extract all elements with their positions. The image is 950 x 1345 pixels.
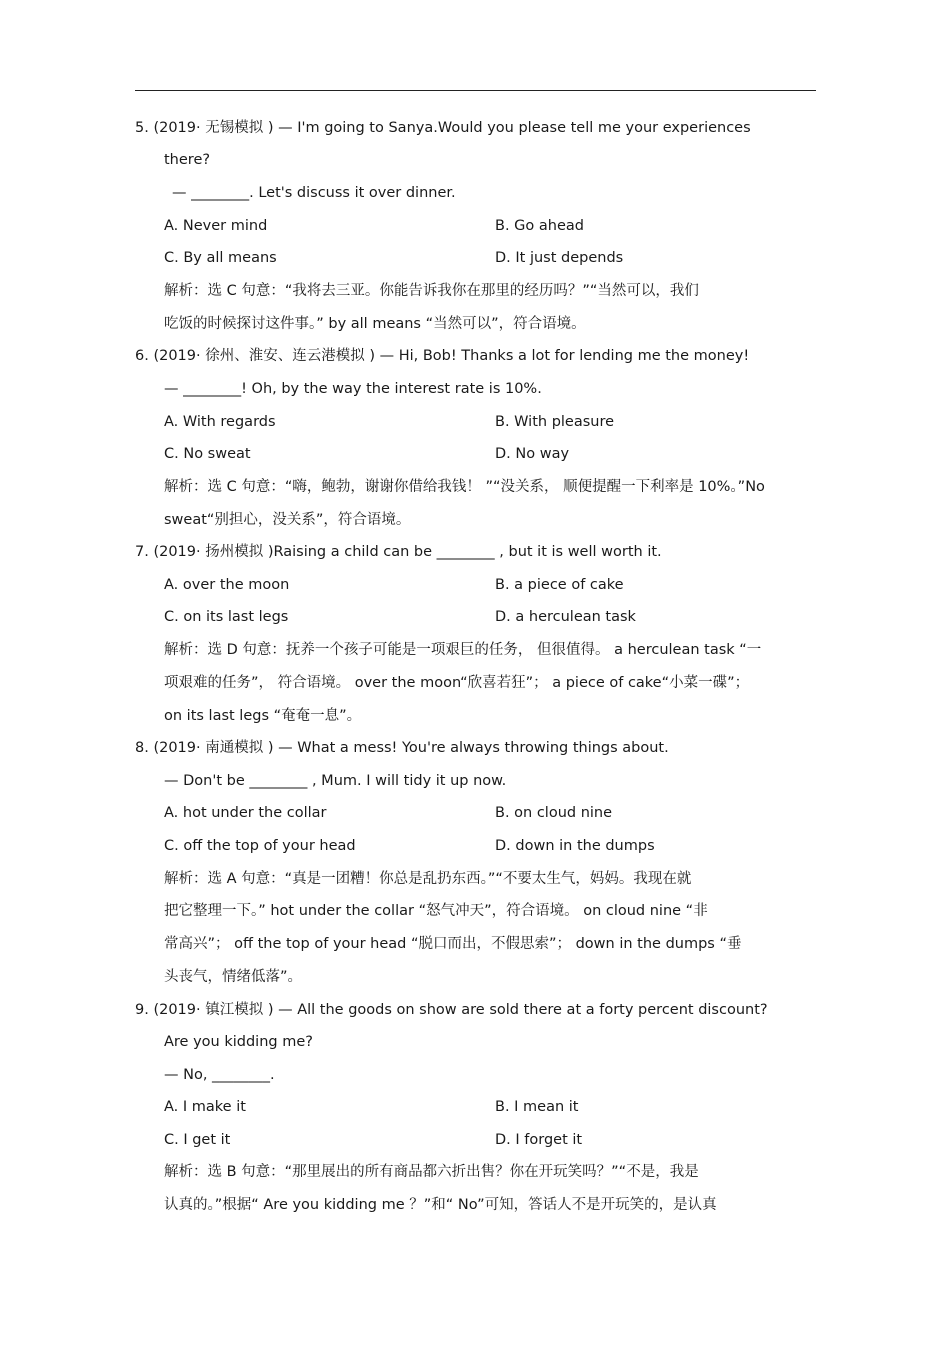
q8-option-c: C. off the top of your head (164, 838, 356, 854)
q9-explanation: 解析：选 B 句意：“那里展出的所有商品都六折出售？你在开玩笑吗？”“不是，我是 (164, 1164, 699, 1180)
q8-reply: — Don't be ________ , Mum. I will tidy it up now. (164, 773, 507, 789)
q5-option-c: C. By all means (164, 250, 277, 266)
q9-option-c: C. I get it (164, 1132, 231, 1148)
q7-explanation-cont2: on its last legs “奄奄一息”。 (164, 708, 362, 724)
q7-stem: 7. (2019· 扬州模拟 )Raising a child can be ________ , but it is well worth it. (135, 544, 662, 560)
q8-explanation-cont3: 头丧气，情绪低落”。 (164, 969, 303, 985)
q9-explanation-cont: 认真的。”根据“ Are you kidding me ？”和“ No”可知，答话人不是开玩笑的，是认真 (164, 1197, 717, 1213)
q9-option-b: B. I mean it (495, 1099, 579, 1115)
q5-explanation-cont: 吃饭的时候探讨这件事。” by all means “当然可以”，符合语境。 (164, 316, 586, 332)
q9-stem-cont: Are you kidding me? (164, 1034, 313, 1050)
q8-stem: 8. (2019· 南通模拟 ) — What a mess! You're always throwing things about. (135, 740, 669, 756)
q9-stem: 9. (2019· 镇江模拟 ) — All the goods on show are sold there at a forty percent discount? (135, 1002, 768, 1018)
q8-option-b: B. on cloud nine (495, 805, 613, 821)
q8-option-d: D. down in the dumps (495, 838, 655, 854)
q7-explanation: 解析：选 D 句意：抚养一个孩子可能是一项艰巨的任务， 但很值得。 a herculean task “一 (164, 642, 762, 658)
q6-stem: 6. (2019· 徐州、淮安、连云港模拟 ) — Hi, Bob! Thanks a lot for lending me the money! (135, 348, 750, 364)
q6-explanation-cont: sweat“别担心，没关系”，符合语境。 (164, 512, 411, 528)
q5-reply: — ________. Let's discuss it over dinner. (172, 185, 456, 201)
q7-option-c: C. on its last legs (164, 609, 289, 625)
q6-option-a: A. With regards (164, 414, 276, 430)
q5-stem: 5. (2019· 无锡模拟 ) — I'm going to Sanya.Would you please tell me your experiences (135, 120, 751, 136)
q7-option-b: B. a piece of cake (495, 577, 624, 593)
q5-option-d: D. It just depends (495, 250, 624, 266)
q6-reply: — ________! Oh, by the way the interest rate is 10%. (164, 381, 542, 397)
q8-explanation-cont2: 常高兴”； off the top of your head “脱口而出，不假思索”； down in the dumps “垂 (164, 936, 742, 952)
q5-explanation: 解析：选 C 句意：“我将去三亚。你能告诉我你在那里的经历吗？”“当然可以，我们 (164, 283, 699, 299)
q5-stem-cont: there? (164, 152, 211, 168)
q6-option-d: D. No way (495, 446, 570, 462)
q6-explanation: 解析：选 C 句意：“嗨，鲍勃，谢谢你借给我钱！ ”“没关系， 顺便提醒一下利率是 10%。”No (164, 479, 765, 495)
q7-explanation-cont: 项艰难的任务”， 符合语境。 over the moon“欣喜若狂”； a piece of cake“小菜一碟”； (164, 675, 750, 691)
q5-option-a: A. Never mind (164, 218, 268, 234)
q8-explanation-cont: 把它整理一下。” hot under the collar “怒气冲天”，符合语境。 on cloud nine “非 (164, 903, 708, 919)
q9-reply: — No, ________. (164, 1067, 275, 1083)
q5-option-b: B. Go ahead (495, 218, 584, 234)
header-rule (135, 90, 816, 91)
q9-option-d: D. I forget it (495, 1132, 583, 1148)
q8-option-a: A. hot under the collar (164, 805, 327, 821)
q8-explanation: 解析：选 A 句意：“真是一团糟！你总是乱扔东西。”“不要太生气，妈妈。我现在就 (164, 871, 692, 887)
q6-option-b: B. With pleasure (495, 414, 615, 430)
q6-option-c: C. No sweat (164, 446, 251, 462)
q7-option-d: D. a herculean task (495, 609, 636, 625)
q7-option-a: A. over the moon (164, 577, 290, 593)
q9-option-a: A. I make it (164, 1099, 246, 1115)
